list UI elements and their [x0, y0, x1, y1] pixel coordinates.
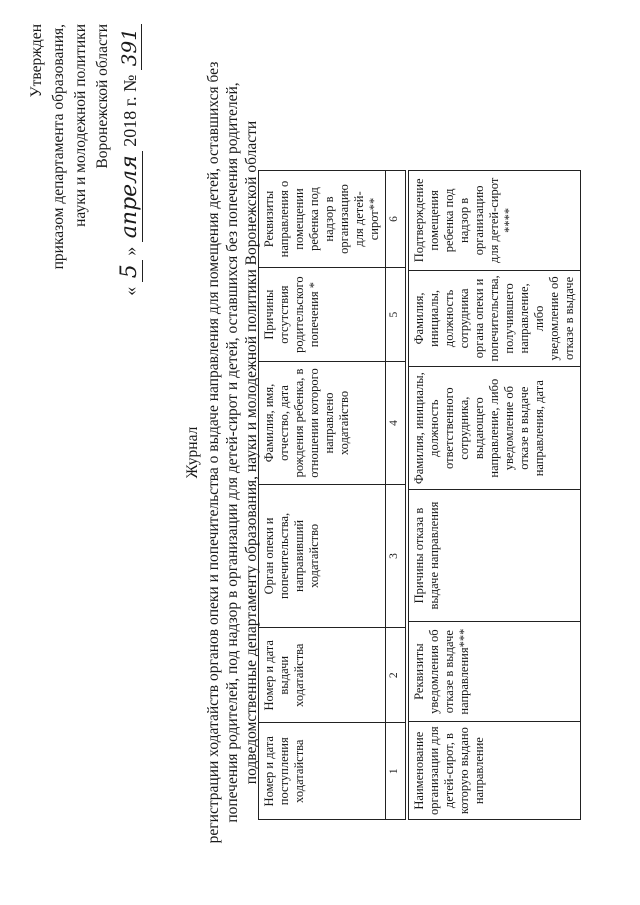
header-cell: Реквизиты направления о помещении ребенка под надзор в организацию для детей-сирот**	[259, 171, 386, 268]
column-number: 4	[386, 362, 406, 485]
approval-line-4: Воронежской области	[94, 24, 111, 169]
header-cell: Фамилия, инициалы, должность ответственного сотрудника, выдающего направление, либо уведомление об отказе в выдаче направления, дата	[409, 367, 581, 490]
close-quote: »	[120, 246, 140, 256]
header-cell: Номер и дата поступления ходатайства	[259, 723, 386, 820]
approval-line-1: Утвержден	[28, 24, 45, 98]
open-quote: «	[120, 286, 140, 296]
header-cell: Реквизиты уведомления об отказе в выдаче направления***	[409, 621, 581, 721]
header-cell: Фамилия, имя, отчество, дата рождения ребенка, в отношении которого направлено ходатайство	[259, 362, 386, 485]
journal-title-line-3: подведомственные департаменту образования, науки и молодежной политики Воронежской области	[243, 120, 260, 785]
column-number: 1	[386, 723, 406, 820]
journal-title-line-2: попечения родителей, под надзор в организации для детей-сирот и детей, оставшихся без попечения родителей,	[224, 82, 241, 823]
column-number-row	[386, 171, 406, 820]
table-header-row	[409, 171, 581, 820]
approval-stamp	[26, 24, 141, 296]
header-cell: Причины отказа в выдаче направления	[409, 490, 581, 622]
column-number: 5	[386, 268, 406, 362]
handwritten-day: 5	[117, 260, 143, 282]
handwritten-number: 391	[117, 24, 142, 70]
header-cell: Подтверждение помещения ребенка под надзор в организацию для детей-сирот ****	[409, 171, 581, 271]
approval-date-line	[118, 24, 141, 296]
registration-table-part-2	[408, 170, 581, 820]
header-cell: Номер и дата выдачи ходатайства	[259, 628, 386, 723]
approval-line-3: науки и молодежной политики	[72, 24, 89, 227]
approval-line-2: приказом департамента образования,	[50, 24, 67, 270]
column-number: 3	[386, 484, 406, 627]
number-label: №	[120, 74, 140, 92]
header-cell: Фамилия, инициалы, должность сотрудника органа опеки и попечительства, получившего направление, либо уведомление об отказе в выдаче	[409, 270, 581, 366]
registration-table-part-1	[258, 170, 406, 820]
header-cell: Наименование организации для детей-сирот, в которую выдано направление	[409, 722, 581, 820]
handwritten-month: апреля	[117, 151, 143, 242]
column-number: 2	[386, 628, 406, 723]
header-cell: Орган опеки и попечительства, направивший ходатайство	[259, 484, 386, 627]
journal-title	[183, 20, 261, 885]
journal-heading: Журнал	[184, 426, 201, 479]
journal-title-line-1: регистрации ходатайств органов опеки и попечительства о выдаче направления для помещения детей, оставшихся без	[205, 61, 222, 844]
year-text: 2018 г.	[120, 96, 140, 147]
header-cell: Причины отсутствия родительского попечения *	[259, 268, 386, 362]
column-number: 6	[386, 171, 406, 268]
table-header-row	[259, 171, 386, 820]
